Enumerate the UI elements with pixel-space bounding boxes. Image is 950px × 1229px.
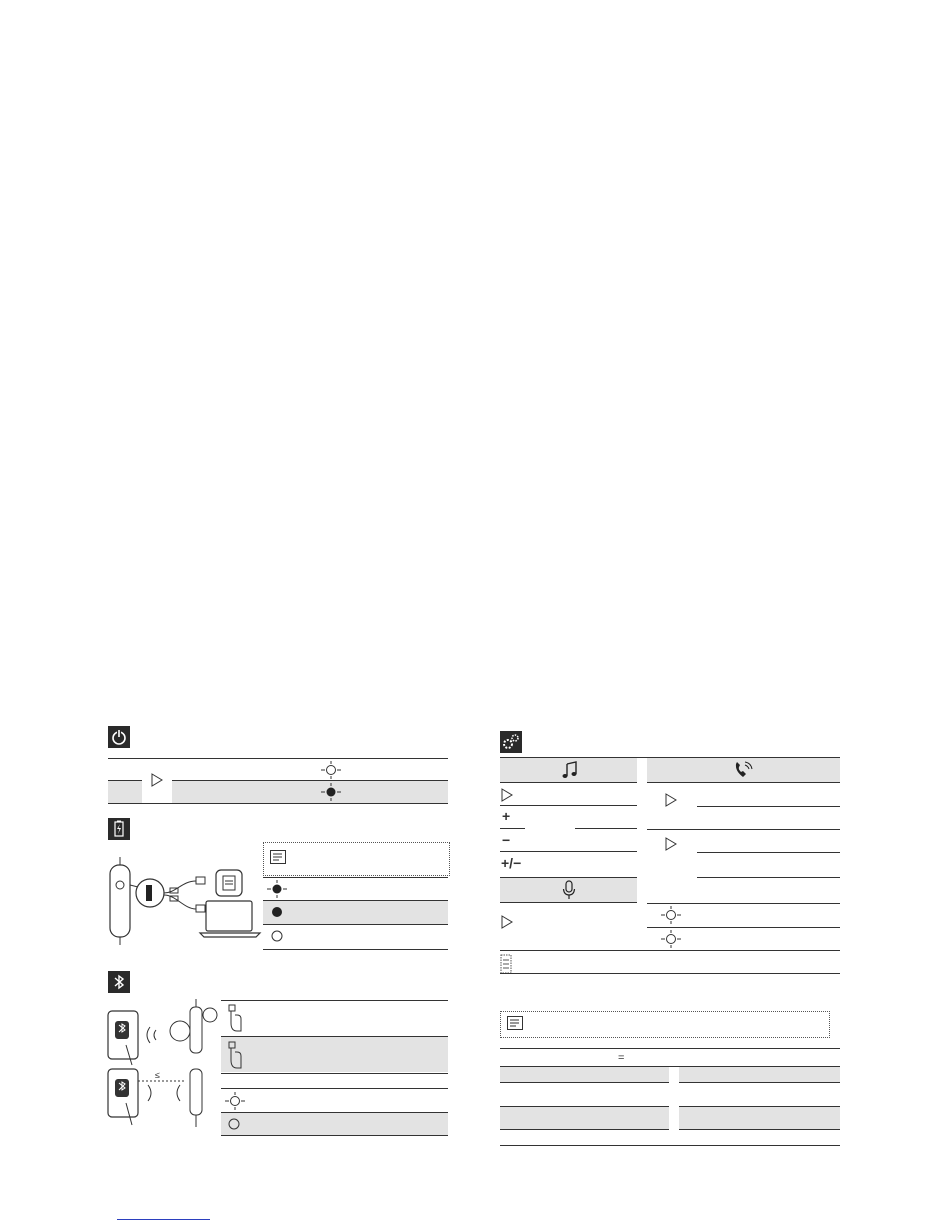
led-off-icon (228, 1118, 240, 1130)
controls-bottom-line (500, 973, 840, 974)
led-blinking-icon (321, 761, 341, 779)
pairing-distance-label: ≤ (155, 1070, 160, 1080)
music-row-2-line-right (575, 828, 637, 829)
controls-header-bottom-left (500, 782, 637, 783)
led-on-icon (271, 906, 283, 918)
power-row-2-left-shade (108, 781, 142, 803)
call-row-1-sub-line (697, 806, 840, 807)
spec-row-1-shade-right (679, 1067, 840, 1082)
controls-header-bottom-right (647, 782, 840, 783)
spec-table-top-line (500, 1048, 840, 1049)
press-hold-hand-icon (225, 1003, 245, 1033)
battery-table-line-3 (263, 924, 448, 925)
call-row-3-line (647, 927, 840, 928)
battery-row-2-shade (263, 901, 448, 924)
volume-plus-minus-label: +/− (501, 855, 522, 871)
pairing-illustration (104, 997, 222, 1129)
spec-row-3-line-right (679, 1129, 840, 1130)
power-icon (108, 726, 130, 748)
bt-table-line-3 (221, 1073, 448, 1074)
play-triangle-icon (149, 772, 165, 788)
note-icon (270, 850, 286, 864)
led-off-icon (271, 930, 283, 942)
music-row-2-line-left (500, 828, 525, 829)
spec-row-3-line-left (500, 1129, 669, 1130)
battery-note-box (263, 842, 450, 876)
music-note-icon (561, 761, 579, 779)
power-table-bottom-line (108, 803, 448, 804)
spec-table-bottom-line (500, 1145, 840, 1146)
spec-row-1-line-left (500, 1082, 669, 1083)
reset-icon (500, 954, 512, 974)
press-hold-hand-icon (225, 1040, 245, 1070)
led-blinking-icon (661, 930, 681, 948)
volume-down-label: − (502, 832, 511, 848)
led-blinking-icon (225, 1092, 245, 1110)
mic-header-bottom (500, 902, 637, 903)
play-triangle-icon (500, 788, 514, 802)
call-row-2-line (647, 903, 840, 904)
controls-row-line (500, 950, 840, 951)
spec-row-3-shade-left (500, 1107, 669, 1129)
footer-link-underline[interactable] (117, 1219, 210, 1220)
play-triangle-icon (500, 915, 514, 929)
spec-equals-sign: = (618, 1052, 625, 1064)
battery-table-line-1 (263, 877, 448, 878)
spec-row-1-line-right (679, 1082, 840, 1083)
bt-table-line-6 (221, 1135, 448, 1136)
wall-charger-icon (215, 869, 243, 897)
volume-up-label: + (502, 808, 511, 824)
call-row-1-line (647, 829, 840, 830)
battery-charge-icon (108, 818, 130, 840)
note-icon (507, 1016, 523, 1030)
power-table-top-line (108, 758, 448, 759)
led-solid-icon (321, 783, 341, 801)
bluetooth-icon (108, 971, 130, 993)
call-row-2-sub-line-2 (697, 877, 840, 878)
battery-table-line-4 (263, 949, 448, 950)
play-triangle-icon (664, 837, 678, 851)
led-blinking-icon (661, 906, 681, 924)
bt-row-2-shade (221, 1037, 448, 1072)
laptop-icon (198, 899, 262, 939)
bt-row-5-shade (221, 1113, 448, 1135)
music-row-1-line (500, 805, 637, 806)
spec-row-1-shade-left (500, 1067, 669, 1082)
microphone-icon (562, 880, 576, 900)
play-triangle-icon (664, 793, 678, 807)
call-row-2-sub-line-1 (697, 852, 840, 853)
phone-call-icon (733, 761, 753, 779)
bt-table-line-1 (221, 1000, 448, 1001)
controls-note-box (500, 1011, 830, 1038)
led-solid-icon (267, 880, 287, 898)
music-row-3-line (500, 851, 637, 852)
bt-table-line-4 (221, 1088, 448, 1089)
power-row-2-shade (172, 781, 448, 803)
gears-icon (500, 731, 522, 753)
spec-row-3-shade-right (679, 1107, 840, 1129)
